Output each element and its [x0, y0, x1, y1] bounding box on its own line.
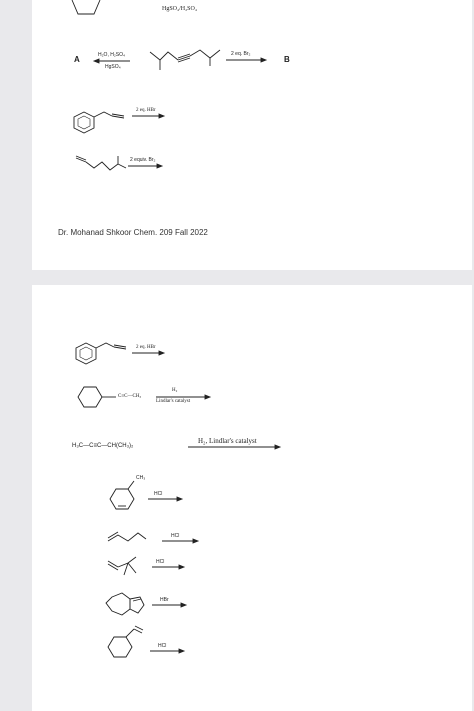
cyclohexane-partial	[72, 0, 100, 14]
alkyne-skeleton-right	[190, 50, 220, 58]
footer-text: Dr. Mohanad Shkoor Chem. 209 Fall 2022	[58, 228, 208, 237]
pentene-reagent: HCl	[171, 533, 180, 539]
document-page-1	[32, 0, 472, 270]
alkyne-left-reagent-line2: HgSO₄	[105, 64, 121, 70]
cyclo-alkyne-reagent-top: H₂	[172, 388, 178, 393]
branched-reagent: HCl	[156, 559, 165, 565]
chain-skeleton	[86, 162, 118, 170]
product-b-label: B	[284, 55, 290, 64]
linear-alkyne-reagent: H₂, Lindlar's catalyst	[198, 437, 257, 445]
vinylcyclohexane-reagent: HCl	[158, 643, 167, 649]
alkyne-right-reagent: 2 eq. Br₂	[231, 51, 251, 57]
phenyl-reagent: 2 eq. HBr	[136, 345, 156, 350]
chain-reagent: 2 equiv. Br₂	[130, 157, 156, 163]
product-a-label: A	[74, 55, 80, 64]
methyl-label: CH₃	[136, 475, 146, 481]
cyclo-alkyne-group: C≡C—CH₃	[118, 394, 142, 399]
linear-alkyne-formula: H₃C—C≡C—CH(CH₃)₂	[72, 443, 134, 449]
benzene-ring	[74, 112, 94, 133]
bicyclic-six-ring	[106, 593, 130, 615]
bicyclic-reagent: HBr	[160, 597, 169, 603]
benzene-ring	[76, 343, 96, 364]
cyclohexane-ring	[78, 387, 102, 407]
phenyl-reagent: 2 eq. HBr	[136, 108, 156, 113]
alkyne-skeleton-left	[150, 52, 178, 60]
alkyne-left-reagent-line1: H₂O, H₂SO₄	[98, 52, 126, 58]
document-page-2	[32, 285, 472, 711]
bicyclic-five-ring	[130, 597, 144, 613]
cyclo-alkyne-reagent-bottom: Lindlar's catalyst	[156, 399, 191, 404]
page2-structures	[32, 285, 472, 711]
cyclohexane-reagent: HgSO₄/H₂SO₄	[162, 6, 197, 12]
methylcyclohexene-reagent: HCl	[154, 491, 163, 497]
vinylcyclohexane-ring	[108, 637, 132, 657]
